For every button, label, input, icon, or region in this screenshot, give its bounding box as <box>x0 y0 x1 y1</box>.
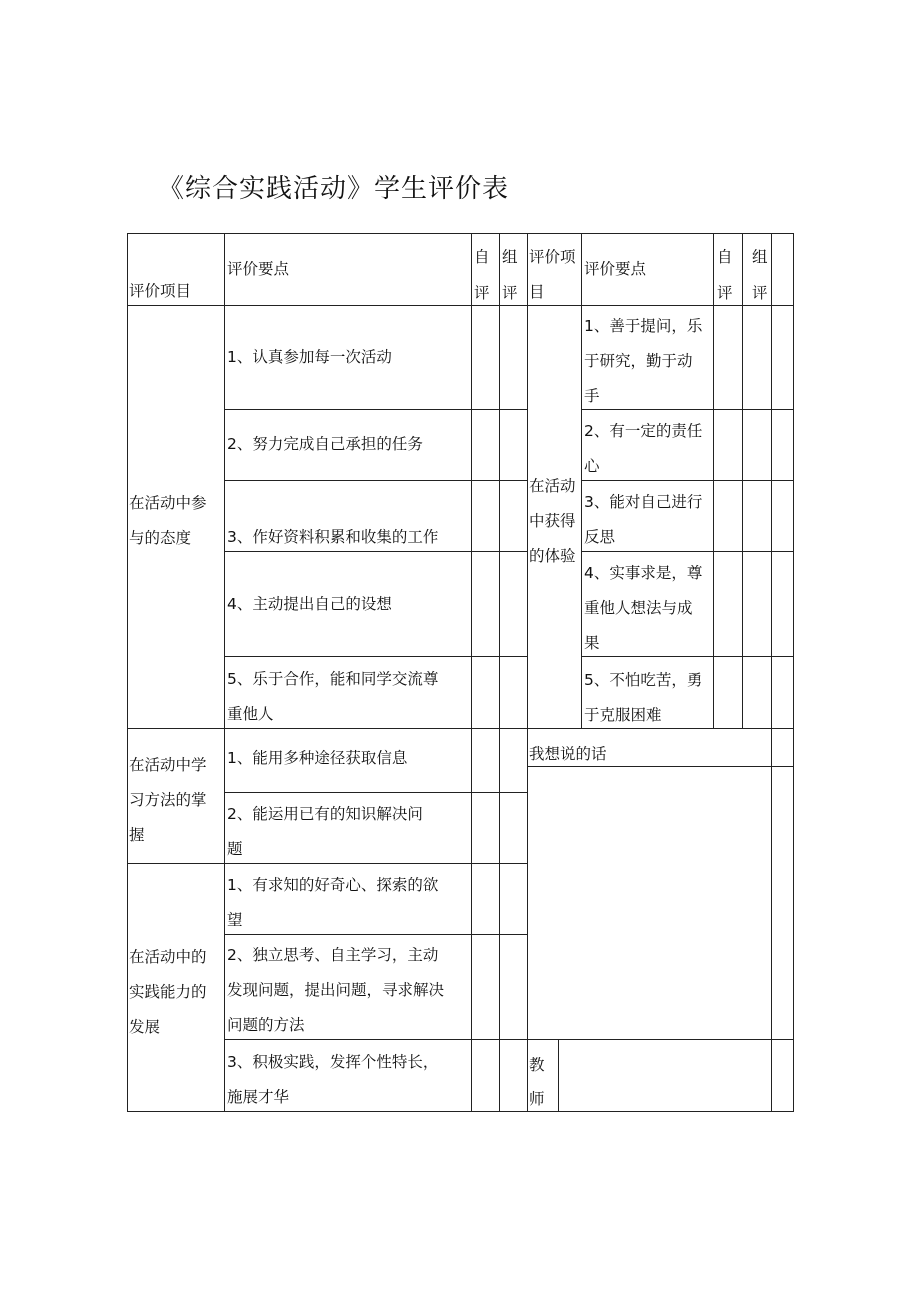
rule <box>224 409 527 410</box>
rule <box>127 305 793 306</box>
right-point-5: 5、不怕吃苦，勇 于克服困难 <box>584 671 703 724</box>
header-item: 评价项目 <box>129 282 192 300</box>
rule <box>499 233 500 1112</box>
header-points: 评价要点 <box>227 260 290 278</box>
header-self-right-2: 评 <box>717 284 733 302</box>
rule <box>471 233 472 1112</box>
page-title: 《综合实践活动》学生评价表 <box>158 174 510 204</box>
left-point-9: 2、独立思考、自主学习，主动 发现问题，提出问题，寻求解决 问题的方法 <box>227 946 445 1034</box>
category-learning: 在活动中学 习方法的掌 握 <box>129 756 207 844</box>
right-point-3: 3、能对自己进行 反思 <box>584 493 703 546</box>
my-words-label: 我想说的话 <box>529 745 607 763</box>
right-point-4: 4、实事求是，尊 重他人想法与成 果 <box>584 564 703 652</box>
left-point-8: 1、有求知的好奇心、探索的欲 望 <box>227 876 439 929</box>
category-experience: 在活动 中获得 的体验 <box>529 477 576 565</box>
category-attitude: 在活动中参 与的态度 <box>129 494 207 547</box>
left-point-2: 2、努力完成自己承担的任务 <box>227 435 423 453</box>
header-self-2: 评 <box>474 284 490 302</box>
rule <box>581 233 582 729</box>
rule <box>224 480 527 481</box>
teacher-label: 教 师 <box>529 1056 545 1108</box>
rule <box>713 233 714 729</box>
rule <box>558 1039 559 1112</box>
right-point-1: 1、善于提问，乐 于研究，勤于动 手 <box>584 317 703 405</box>
rule <box>793 233 794 1112</box>
left-point-10: 3、积极实践，发挥个性特长， 施展才华 <box>227 1053 439 1106</box>
header-group-right-1: 组 <box>752 248 768 266</box>
rule <box>224 656 527 657</box>
header-item-right: 评价项 目 <box>529 248 576 301</box>
category-practice: 在活动中的 实践能力的 发展 <box>129 948 207 1036</box>
rule <box>224 792 527 793</box>
rule <box>742 233 743 729</box>
rule <box>224 233 225 1112</box>
header-group-1: 组 <box>502 248 518 266</box>
header-self-right-1: 自 <box>717 248 733 266</box>
rule <box>127 233 128 1112</box>
header-group-right-2: 评 <box>752 284 768 302</box>
rule <box>527 233 528 1112</box>
left-point-5: 5、乐于合作，能和同学交流尊 重他人 <box>227 670 439 723</box>
left-point-3: 3、作好资料积累和收集的工作 <box>227 528 439 546</box>
left-point-6: 1、能用多种途径获取信息 <box>227 749 408 767</box>
header-self-1: 自 <box>474 248 490 266</box>
header-points-right: 评价要点 <box>584 260 647 278</box>
rule <box>127 233 793 234</box>
header-group-2: 评 <box>502 284 518 302</box>
left-point-4: 4、主动提出自己的设想 <box>227 595 392 613</box>
rule <box>771 233 772 1112</box>
left-point-7: 2、能运用已有的知识解决问 题 <box>227 805 423 858</box>
right-point-2: 2、有一定的责任 心 <box>584 422 703 475</box>
left-point-1: 1、认真参加每一次活动 <box>227 348 392 366</box>
